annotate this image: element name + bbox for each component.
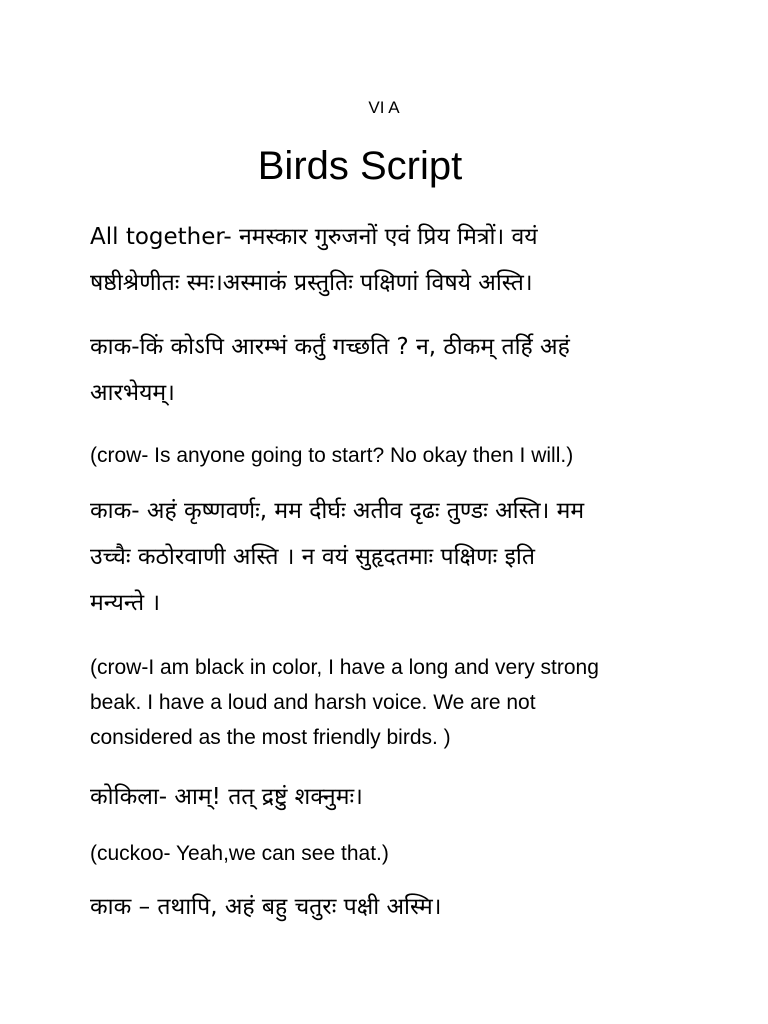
text-line: काक-किं कोऽपि आरम्भं कर्तुं गच्छति ? न, ठीकम् तर्हि अहं	[90, 334, 570, 360]
translation-cuckoo	[90, 836, 690, 871]
paragraph-all-together	[90, 214, 690, 306]
paragraph-crow-2	[90, 488, 690, 626]
page-title: Birds Script	[257, 144, 463, 188]
paragraph-crow-1	[90, 324, 690, 416]
text-line: (crow-I am black in color, I have a long and very strong	[90, 656, 599, 679]
paragraph-cuckoo	[90, 774, 690, 820]
paragraph-crow-3	[90, 884, 690, 930]
text-line: काक- अहं कृष्णवर्णः, मम दीर्घः अतीव दृढः तुण्डः अस्ति। मम	[90, 498, 585, 524]
text-line: (crow- Is anyone going to start? No okay then I will.)	[90, 444, 574, 467]
text-line: considered as the most friendly birds. )	[90, 726, 451, 749]
text-line: All together- नमस्कार गुरुजनों एवं प्रिय मित्रों। वयं	[90, 224, 538, 250]
translation-crow-1	[90, 438, 690, 473]
text-line: उच्चैः कठोरवाणी अस्ति । न वयं सुहृदतमाः पक्षिणः इति	[90, 544, 535, 570]
text-line: षष्ठीश्रेणीतः स्मः।अस्माकं प्रस्तुतिः पक्षिणां विषये अस्ति।	[90, 270, 533, 296]
text-line: मन्यन्ते ।	[90, 590, 161, 616]
text-line: काक – तथापि, अहं बहु चतुरः पक्षी अस्मि।	[90, 894, 442, 920]
text-line: (cuckoo- Yeah,we can see that.)	[90, 842, 389, 865]
text-line: आरभेयम्।	[90, 380, 175, 406]
text-line: beak. I have a loud and harsh voice. We are not	[90, 691, 536, 714]
class-label: VI A	[368, 98, 400, 117]
translation-crow-2	[90, 650, 690, 755]
text-line: कोकिला- आम्! तत् द्रष्टुं शक्नुमः।	[90, 784, 363, 810]
